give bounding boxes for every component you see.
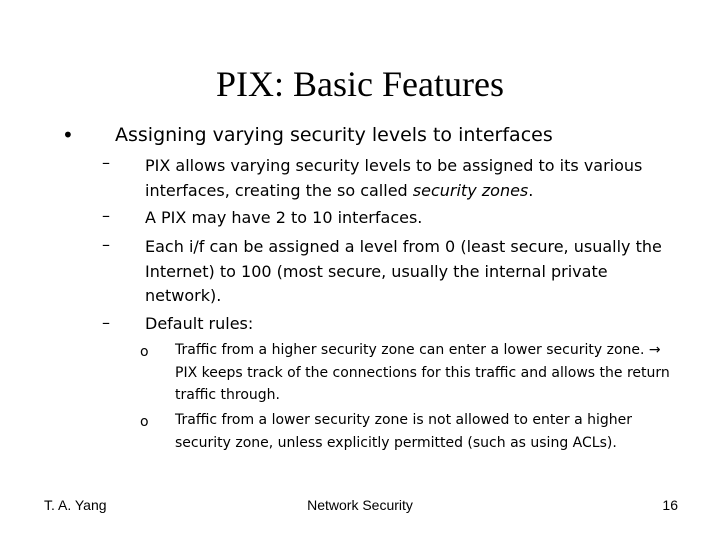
sub-bullet-marker: – <box>102 313 110 332</box>
sub-sub-bullet-marker: o <box>140 414 149 430</box>
sub-bullet-text: Each i/f can be assigned a level from 0 (least secure, usually the Internet) to 100 (most secure, usually the internal private network). <box>145 237 662 305</box>
sub-bullet-marker: – <box>102 153 110 172</box>
footer-author: T. A. Yang <box>44 497 107 513</box>
sub-sub-bullet-text: Traffic from a lower security zone is not allowed to enter a higher security zone, unless explicitly permitted (such as using ACLs). <box>175 412 633 451</box>
slide-title: PIX: Basic Features <box>216 64 504 104</box>
emphasis-text: security zones <box>412 180 529 200</box>
sub-bullet-text-part: PIX allows varying security levels to be assigned to its various interfaces, creating the so called <box>145 156 643 200</box>
sub-bullet-text <box>145 154 675 203</box>
sub-bullet-text: Default rules: <box>145 314 254 333</box>
sub-bullet-text-part: . <box>528 180 534 200</box>
footer-course: Network Security <box>307 497 413 513</box>
sub-bullet-marker: – <box>102 235 110 254</box>
bullet-text: Assigning varying security levels to interfaces <box>115 124 553 146</box>
sub-bullet-text: A PIX may have 2 to 10 interfaces. <box>145 208 423 227</box>
sub-bullet-marker: – <box>102 206 110 225</box>
sub-sub-bullet-text: Traffic from a higher security zone can enter a lower security zone. → PIX keeps track of the connections for this traffic and allows the return traffic through. <box>175 342 670 403</box>
footer-page-number: 16 <box>662 497 678 513</box>
sub-sub-bullet-marker: o <box>140 344 149 360</box>
bullet-marker: • <box>62 123 74 147</box>
